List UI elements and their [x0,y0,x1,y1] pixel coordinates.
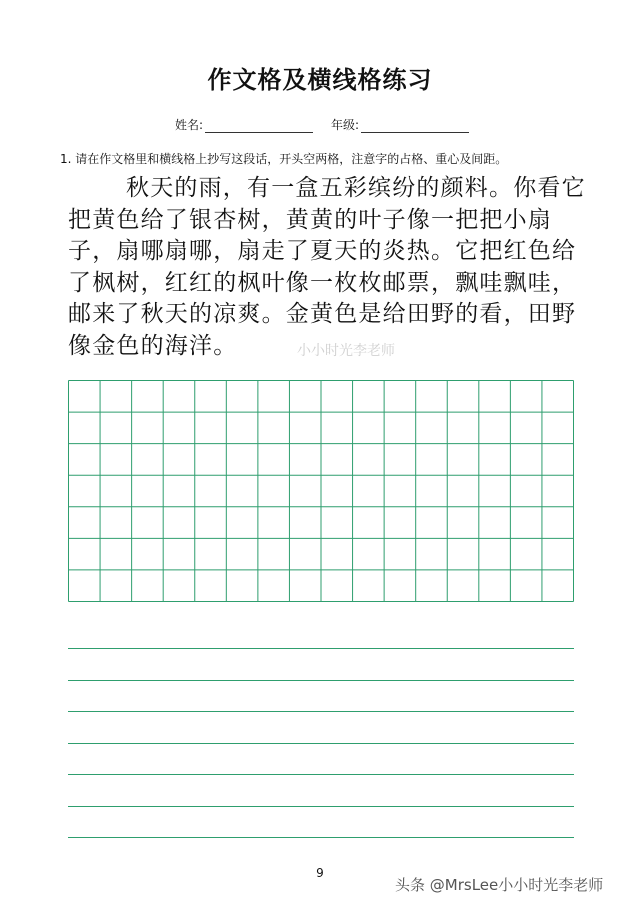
ruled-line [68,806,574,807]
grade-blank[interactable] [361,118,469,133]
watermark-overlay: 小小时光李老师 [297,343,395,359]
page-title: 作文格及横线格练习 [207,66,433,94]
page-number: 9 [316,866,324,880]
instruction-text: 1. 请在作文格里和横线格上抄写这段话，开头空两格，注意字的占格、重心及间距。 [60,152,508,166]
ruled-line [68,680,574,681]
ruled-line [68,743,574,744]
ruled-line [68,711,574,712]
ruled-line [68,837,574,838]
name-blank[interactable] [205,118,313,133]
name-grade-row [175,116,469,133]
ruled-line [68,774,574,775]
writing-grid-svg [68,380,574,602]
ruled-lines[interactable] [68,648,574,838]
passage-text: 秋天的雨，有一盒五彩缤纷的颜料。你看它把黄色给了银杏树，黄黄的叶子像一把把小扇子，扇哪扇哪，扇走了夏天的炎热。它把红色给了枫树，红红的枫叶像一枚枚邮票，飘哇飘哇，邮来了秋天的凉爽。金黄色是给田野的看，田野像金色的海洋。 [68,175,586,359]
ruled-line [68,648,574,649]
grade-label: 年级: [331,118,360,132]
watermark-text: 头条 @MrsLee小小时光李老师 [395,876,604,894]
name-label: 姓名: [175,118,204,132]
writing-grid[interactable] [68,380,574,606]
